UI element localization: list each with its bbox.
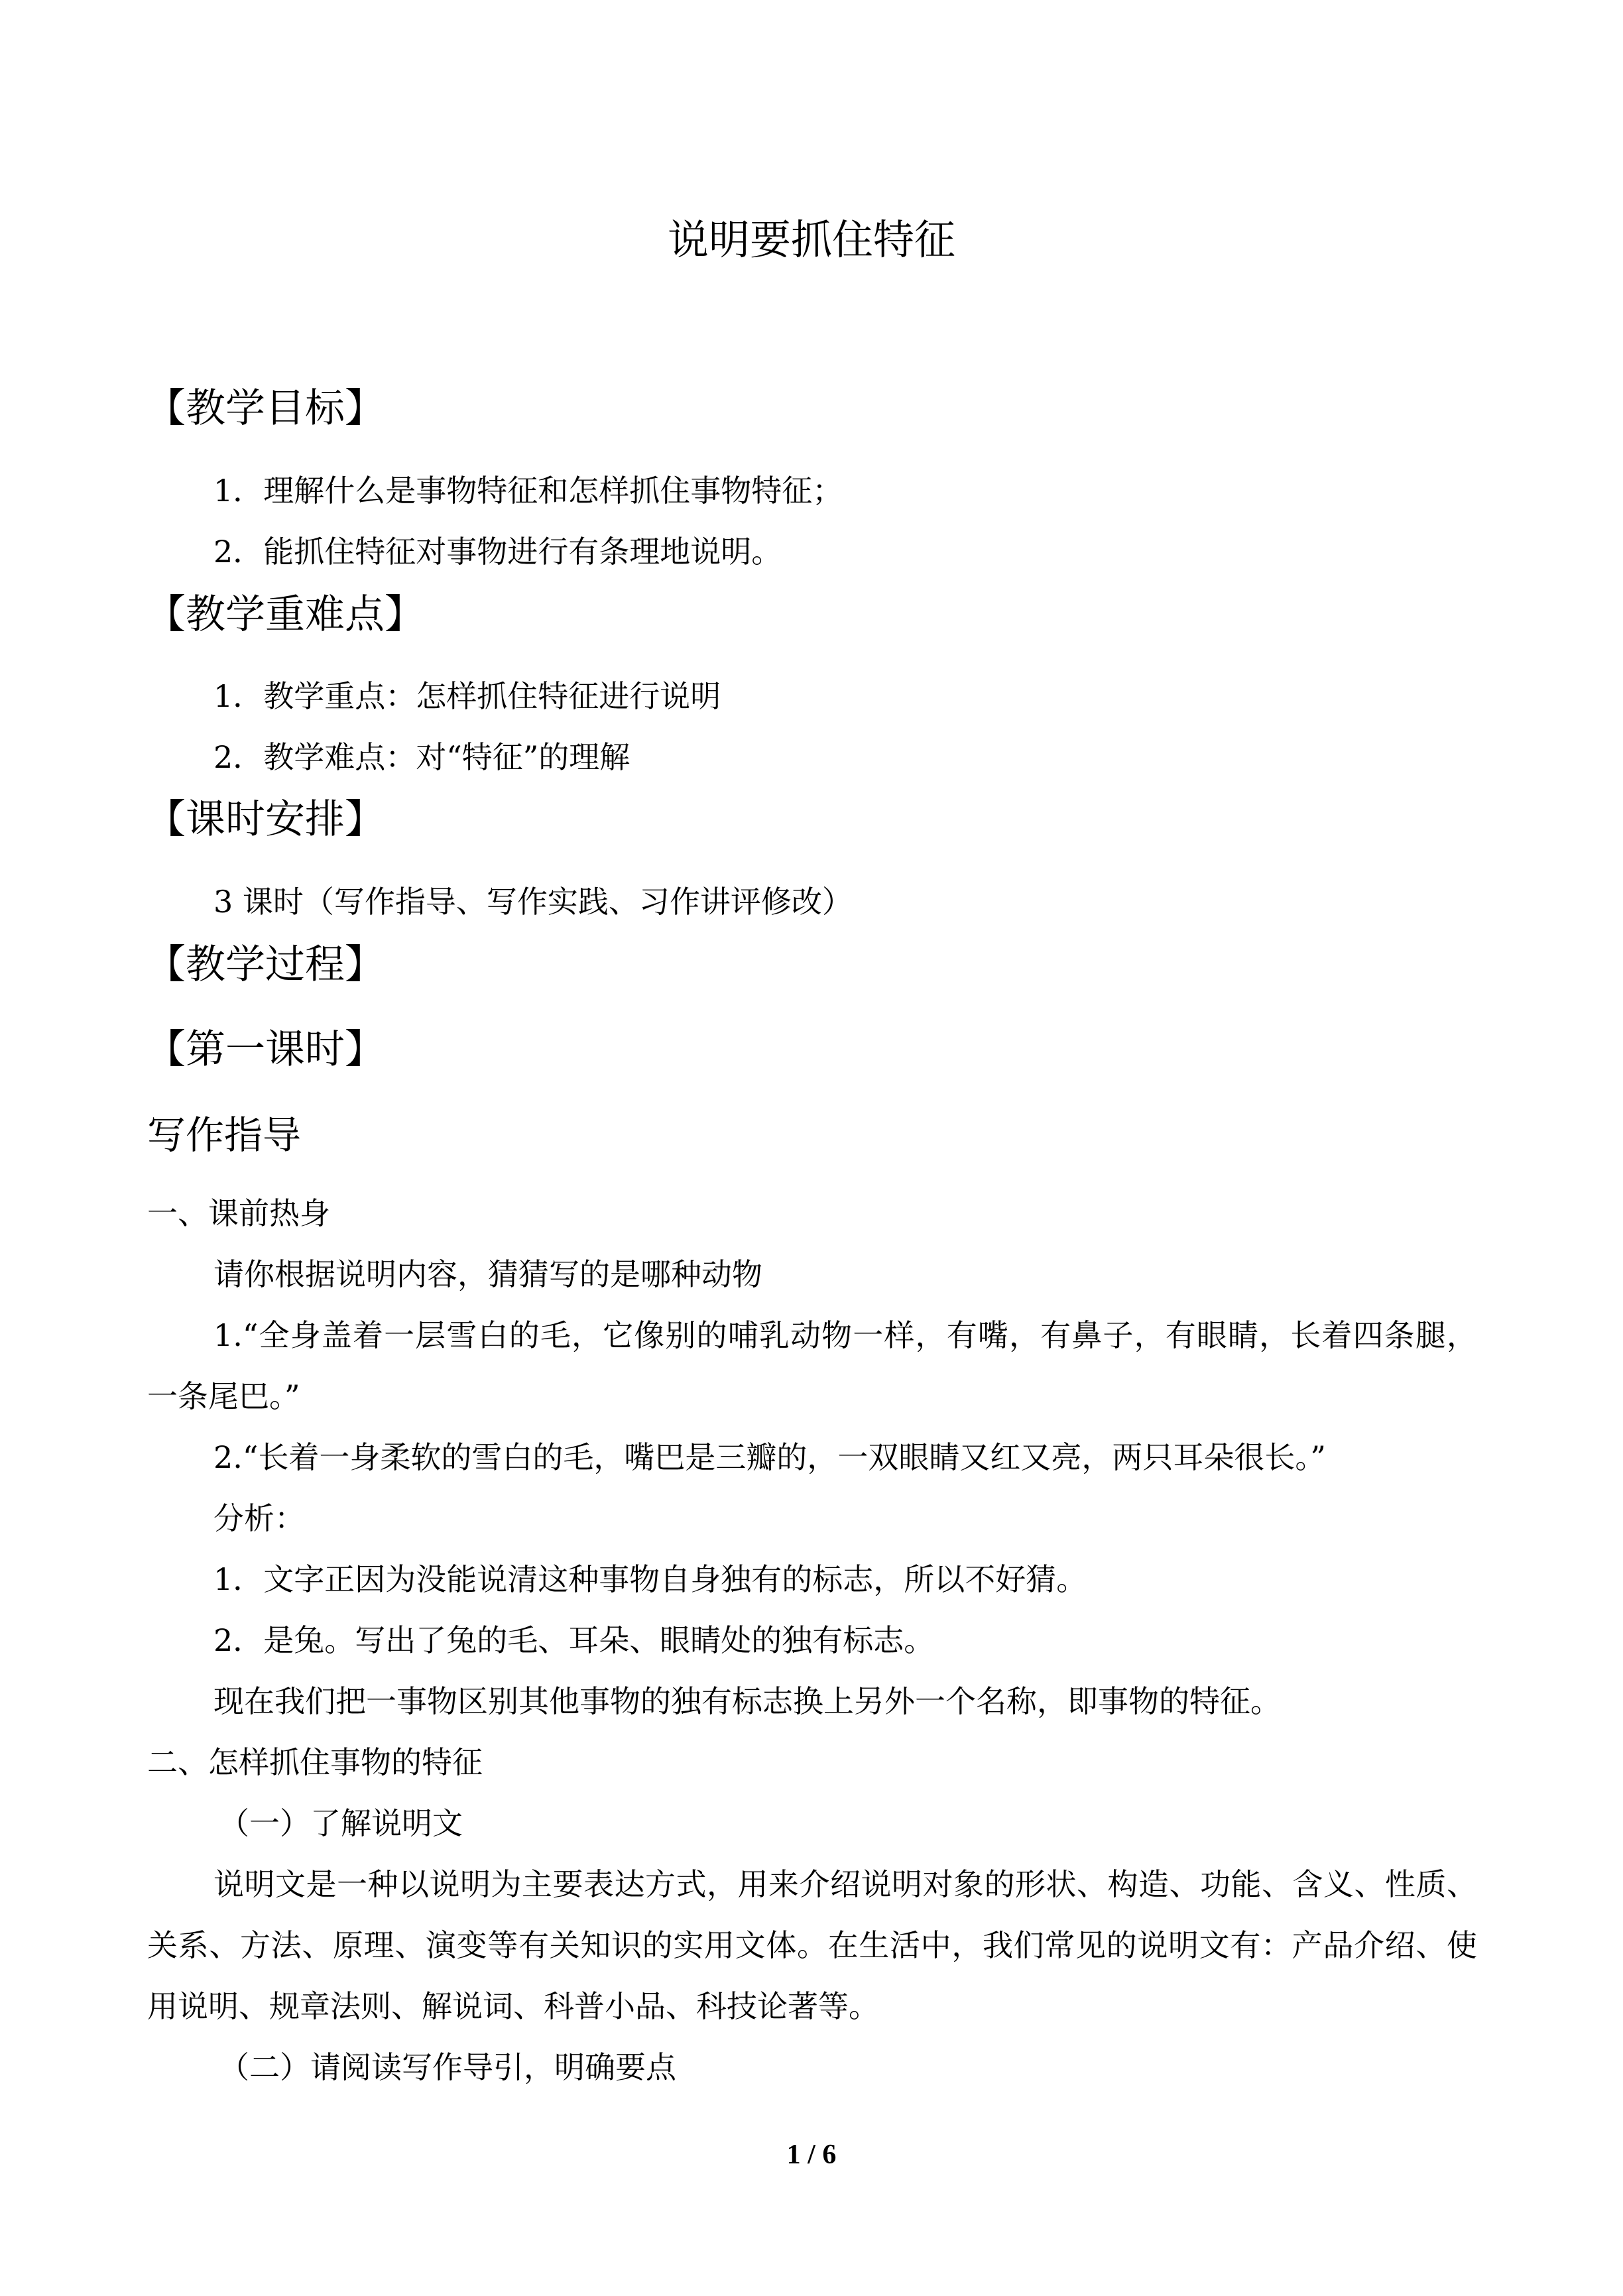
objectives-heading: 【教学目标】 [146, 385, 385, 432]
expository-subtitle: （一）了解说明文 [219, 1805, 463, 1841]
schedule-heading: 【课时安排】 [146, 796, 385, 843]
objective-item-1: 1．理解什么是事物特征和怎样抓住事物特征； [213, 473, 843, 509]
warmup-question-1: 1.“全身盖着一层雪白的毛，它像别的哺乳动物一样，有嘴，有鼻子，有眼睛，长着四条腿，一条尾巴。” [147, 1317, 1477, 1414]
how-title: 二、怎样抓住事物的特征 [147, 1744, 483, 1780]
writing-guide-heading: 写作指导 [147, 1113, 302, 1158]
guide-subtitle: （二）请阅读写作导引，明确要点 [219, 2049, 676, 2085]
objective-item-2: 2．能抓住特征对事物进行有条理地说明。 [213, 534, 782, 570]
schedule-text: 3 课时（写作指导、写作实践、习作讲评修改） [213, 884, 853, 920]
lesson1-heading: 【第一课时】 [146, 1026, 385, 1073]
analysis-item-2: 2．是兔。写出了兔的毛、耳朵、眼睛处的独有标志。 [213, 1622, 935, 1658]
warmup-title: 一、课前热身 [147, 1195, 330, 1231]
key-points-heading: 【教学重难点】 [146, 591, 424, 638]
warmup-prompt: 请你根据说明内容，猜猜写的是哪种动物 [213, 1256, 762, 1292]
process-heading: 【教学过程】 [146, 941, 385, 988]
warmup-question-2: 2.“长着一身柔软的雪白的毛，嘴巴是三瓣的，一双眼睛又红又亮，两只耳朵很长。” [213, 1439, 1326, 1475]
analysis-conclusion: 现在我们把一事物区别其他事物的独有标志换上另外一个名称，即事物的特征。 [213, 1683, 1281, 1719]
document-title: 说明要抓住特征 [667, 215, 955, 264]
key-point-item-2: 2．教学难点：对“特征”的理解 [213, 739, 631, 775]
page-number: 1 / 6 [786, 2140, 837, 2170]
analysis-item-1: 1．文字正因为没能说清这种事物自身独有的标志，所以不好猜。 [213, 1561, 1087, 1597]
analysis-label: 分析： [213, 1500, 305, 1536]
key-point-item-1: 1．教学重点：怎样抓住特征进行说明 [213, 678, 721, 714]
expository-paragraph: 说明文是一种以说明为主要表达方式，用来介绍说明对象的形状、构造、功能、含义、性质、关系、方法、原理、演变等有关知识的实用文体。在生活中，我们常见的说明文有：产品介绍、使用说明、规章法则、解说词、科普小品、科技论著等。 [147, 1866, 1477, 2024]
